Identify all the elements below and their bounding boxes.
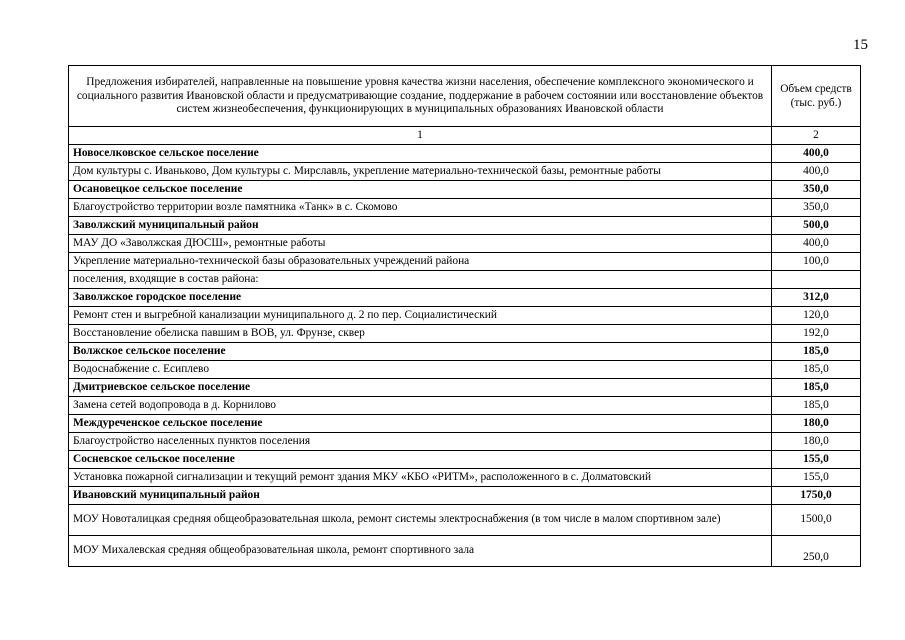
- row-amount: 400,0: [772, 144, 861, 162]
- row-amount: 312,0: [772, 288, 861, 306]
- section-row: [69, 216, 861, 234]
- page-number: 15: [853, 37, 868, 53]
- row-amount: 500,0: [772, 216, 861, 234]
- row-amount: 400,0: [772, 162, 861, 180]
- row-description: Замена сетей водопровода в д. Корнилово: [69, 396, 772, 414]
- table-row: [69, 504, 861, 535]
- row-description: МАУ ДО «Заволжская ДЮСШ», ремонтные работы: [69, 234, 772, 252]
- section-row: [69, 378, 861, 396]
- row-description: Осановецкое сельское поселение: [69, 180, 772, 198]
- column-number-2: 2: [772, 127, 861, 145]
- table-row: [69, 198, 861, 216]
- section-row: [69, 450, 861, 468]
- row-description: Междуреченское сельское поселение: [69, 414, 772, 432]
- row-amount: 350,0: [772, 180, 861, 198]
- section-row: [69, 414, 861, 432]
- row-amount: 180,0: [772, 414, 861, 432]
- row-amount: 400,0: [772, 234, 861, 252]
- row-description: Новоселковское сельское поселение: [69, 144, 772, 162]
- table-row: [69, 432, 861, 450]
- table-row: [69, 234, 861, 252]
- table-header-row: [69, 66, 861, 127]
- row-amount: 185,0: [772, 396, 861, 414]
- section-row: [69, 144, 861, 162]
- row-description: Волжское сельское поселение: [69, 342, 772, 360]
- row-amount: 192,0: [772, 324, 861, 342]
- row-amount: 155,0: [772, 450, 861, 468]
- table-row: [69, 324, 861, 342]
- row-amount: 180,0: [772, 432, 861, 450]
- budget-table: [68, 65, 861, 567]
- column-number-1: 1: [69, 127, 772, 145]
- section-row: [69, 342, 861, 360]
- row-description: Восстановление обелиска павшим в ВОВ, ул. Фрунзе, сквер: [69, 324, 772, 342]
- column-number-row: [69, 127, 861, 145]
- row-amount: 1500,0: [772, 504, 861, 535]
- row-description: Заволжский муниципальный район: [69, 216, 772, 234]
- row-description: Сосневское сельское поселение: [69, 450, 772, 468]
- table-row: [69, 270, 861, 288]
- row-amount: 1750,0: [772, 486, 861, 504]
- table-row: [69, 396, 861, 414]
- table-row: [69, 468, 861, 486]
- table-row: [69, 535, 861, 566]
- row-description: Установка пожарной сигнализации и текущий ремонт здания МКУ «КБО «РИТМ», расположенного в с. Долматовский: [69, 468, 772, 486]
- row-amount: 185,0: [772, 342, 861, 360]
- row-description: Ивановский муниципальный район: [69, 486, 772, 504]
- row-description: Укрепление материально-технической базы образовательных учреждений района: [69, 252, 772, 270]
- row-description: Дмитриевское сельское поселение: [69, 378, 772, 396]
- section-row: [69, 180, 861, 198]
- row-amount: 120,0: [772, 306, 861, 324]
- row-description: Благоустройство территории возле памятника «Танк» в с. Скомово: [69, 198, 772, 216]
- row-description: Дом культуры с. Иваньково, Дом культуры с. Мирславль, укрепление материально-технической базы, ремонтные работы: [69, 162, 772, 180]
- table-row: [69, 306, 861, 324]
- row-description: поселения, входящие в состав района:: [69, 270, 772, 288]
- row-description: МОУ Михалевская средняя общеобразовательная школа, ремонт спортивного зала: [69, 535, 772, 566]
- table-row: [69, 162, 861, 180]
- row-description: Благоустройство населенных пунктов поселения: [69, 432, 772, 450]
- row-description: Водоснабжение с. Есиплево: [69, 360, 772, 378]
- section-row: [69, 486, 861, 504]
- row-amount: 350,0: [772, 198, 861, 216]
- row-amount: [772, 270, 861, 288]
- volume-header: Объем средств (тыс. руб.): [772, 66, 861, 127]
- row-amount: 100,0: [772, 252, 861, 270]
- row-description: МОУ Новоталицкая средняя общеобразовательная школа, ремонт системы электроснабжения (в том числе в малом спортивном зале): [69, 504, 772, 535]
- table-row: [69, 360, 861, 378]
- section-row: [69, 288, 861, 306]
- proposals-header: Предложения избирателей, направленные на повышение уровня качества жизни населения, обеспечение комплексного экономического и социального развития Ивановской области и предусматривающие создание, поддержание в рабочем состоянии или восстановление объектов систем жизнеобеспечения, функционирующих в муниципальных образованиях Ивановской области: [69, 66, 772, 127]
- row-amount: 185,0: [772, 360, 861, 378]
- row-amount: 185,0: [772, 378, 861, 396]
- table-row: [69, 252, 861, 270]
- row-description: Ремонт стен и выгребной канализации муниципального д. 2 по пер. Социалистический: [69, 306, 772, 324]
- row-amount: 155,0: [772, 468, 861, 486]
- row-description: Заволжское городское поселение: [69, 288, 772, 306]
- row-amount: 250,0: [772, 535, 861, 566]
